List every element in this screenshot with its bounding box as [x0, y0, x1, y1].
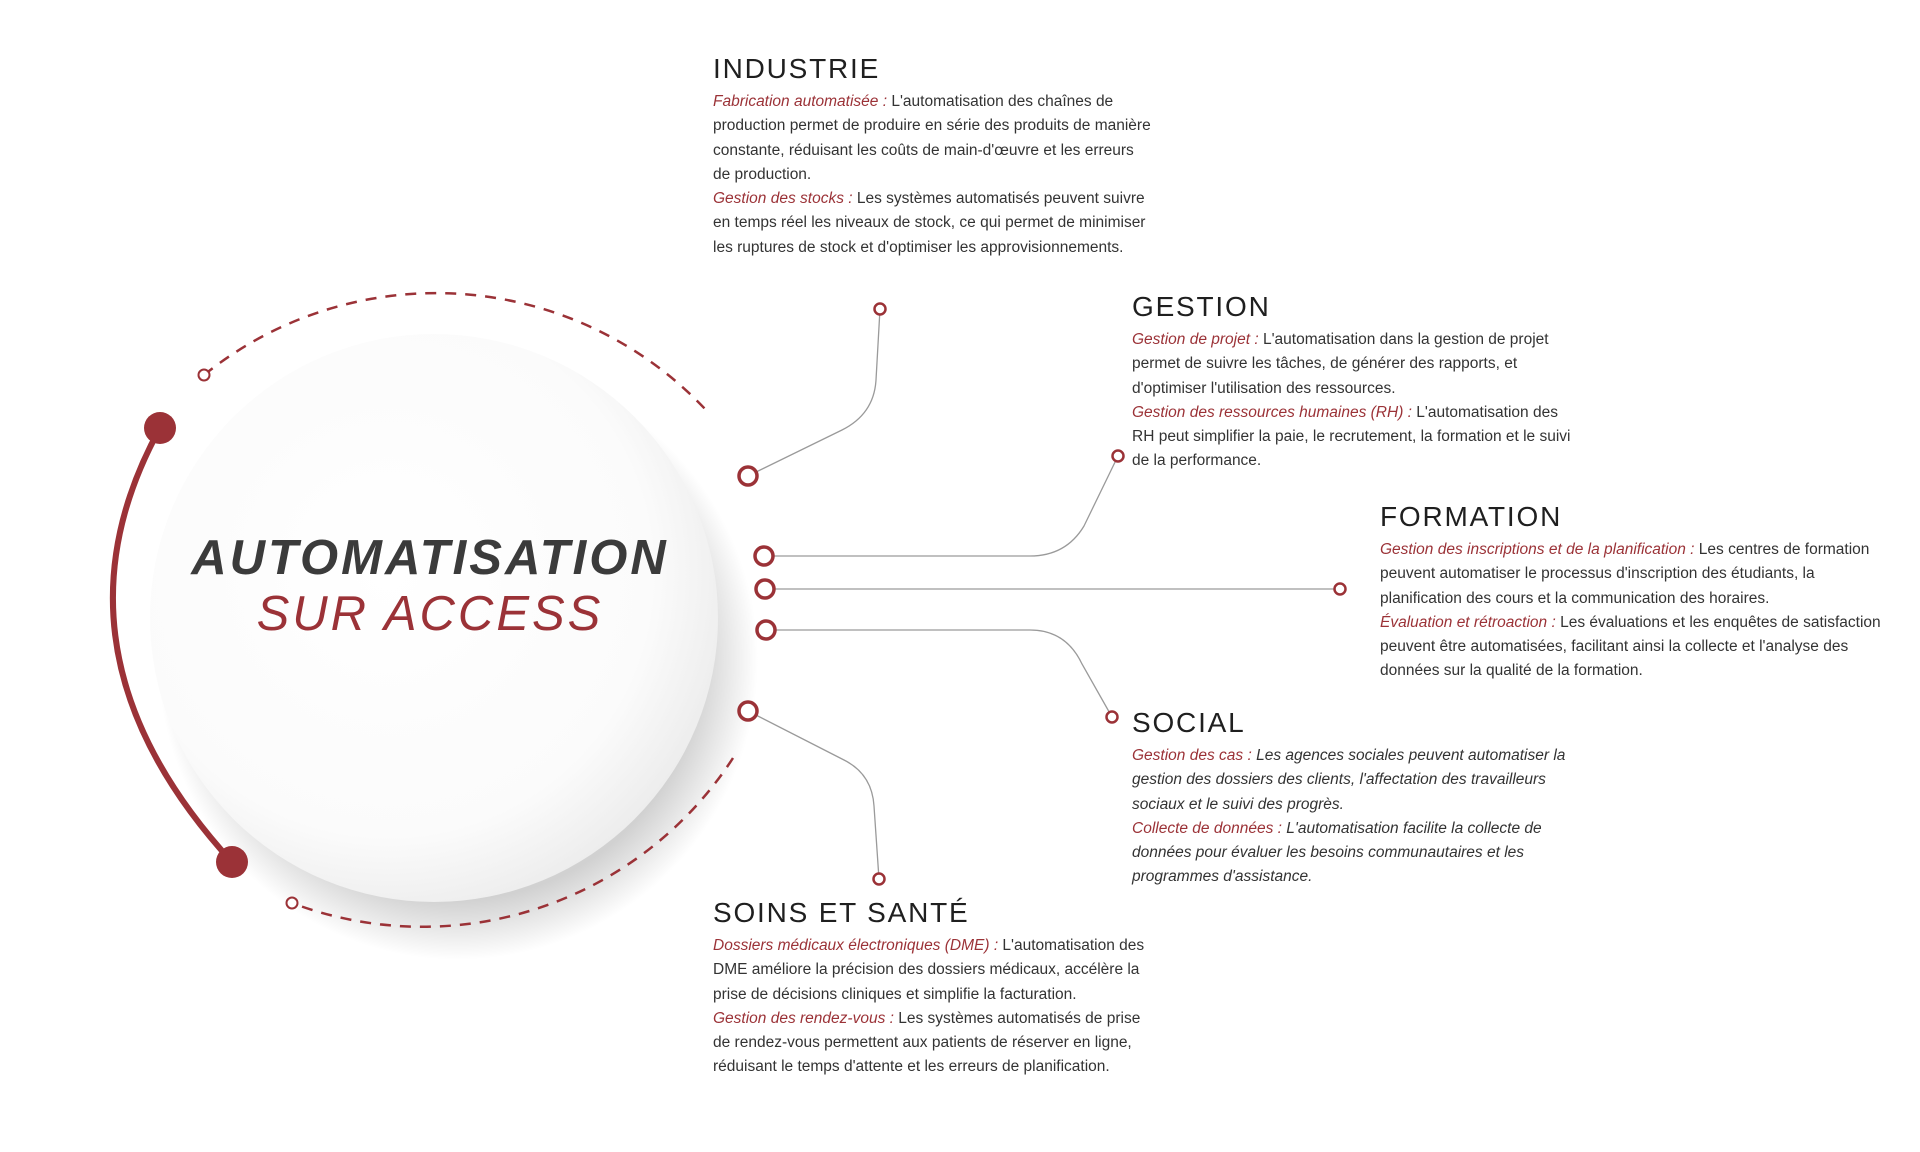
- center-title-line2: SUR ACCESS: [256, 587, 604, 641]
- item-label: Collecte de données :: [1132, 819, 1282, 837]
- item-label: Gestion des ressources humaines (RH) :: [1132, 403, 1412, 421]
- end-dot-industrie: [875, 304, 886, 315]
- item-text: L'automatisation facilite la collecte de données pour évaluer les besoins communautaires et les programmes d'assistance.: [1132, 819, 1542, 886]
- section-title-sante: SOINS ET SANTÉ: [713, 897, 970, 928]
- center-title: [180, 530, 680, 642]
- item-text: L'automatisation des DME améliore la précision des dossiers médicaux, accélère la prise de décisions cliniques et simplifie la facturation.: [713, 937, 1145, 1003]
- item-label: Gestion des rendez-vous :: [713, 1009, 894, 1027]
- section-item: [1380, 538, 1900, 611]
- item-text: Les centres de formation peuvent automatiser le processus d'inscription des étudiants, la planification des cours et la communication des horaires.: [1380, 541, 1870, 607]
- item-text: Les systèmes automatisés de prise de rendez-vous permettent aux patients de réserver en ligne, réduisant le temps d'attente et les erreurs de planification.: [713, 1009, 1141, 1076]
- arc-small-dot-top: [199, 370, 210, 381]
- item-label: Gestion des cas :: [1132, 747, 1252, 764]
- section-title-gestion: GESTION: [1132, 291, 1271, 322]
- item-label: Gestion des stocks :: [713, 190, 853, 208]
- arc-end-dot-bottom: [216, 846, 248, 878]
- item-text: Les systèmes automatisés peuvent suivre en temps réel les niveaux de stock, ce qui permet de minimiser les ruptures de stock et d'optimiser les approvisionnements.: [713, 190, 1146, 256]
- item-label: Évaluation et rétroaction :: [1380, 613, 1556, 631]
- section-social: [1132, 706, 1572, 890]
- section-item: [1132, 817, 1572, 890]
- item-text: L'automatisation des RH peut simplifier la paie, le recrutement, la formation et le suivi de la performance.: [1132, 403, 1571, 470]
- connector-social: [766, 630, 1112, 717]
- section-item: [1132, 328, 1572, 401]
- item-text: Les agences sociales peuvent automatiser la gestion des dossiers des clients, l'affectation des travailleurs sociaux et le suivi des progrès.: [1132, 747, 1566, 813]
- section-title-formation: FORMATION: [1380, 501, 1563, 532]
- section-item: [713, 934, 1158, 1007]
- section-item: [713, 187, 1153, 260]
- section-item: [713, 1007, 1158, 1080]
- item-text: L'automatisation dans la gestion de projet permet de suivre les tâches, de générer des rapports, et d'optimiser l'utilisation des ressources.: [1132, 331, 1549, 397]
- section-item: [1380, 611, 1900, 684]
- start-dot-formation: [756, 580, 774, 598]
- start-dot-social: [757, 621, 775, 639]
- arc-small-dot-bottom: [287, 898, 298, 909]
- section-formation: [1380, 500, 1900, 684]
- item-label: Gestion des inscriptions et de la planification :: [1380, 541, 1695, 558]
- item-label: Dossiers médicaux électroniques (DME) :: [713, 937, 999, 954]
- center-title-line1: AUTOMATISATION: [191, 531, 669, 585]
- item-text: L'automatisation des chaînes de production permet de produire en série des produits de manière constante, réduisant les coûts de main-d'œuvre et les erreurs de production.: [713, 93, 1151, 183]
- end-dot-gestion: [1113, 451, 1124, 462]
- end-dot-sante: [874, 874, 885, 885]
- item-label: Fabrication automatisée :: [713, 93, 888, 110]
- end-dot-formation: [1335, 584, 1346, 595]
- item-label: Gestion de projet :: [1132, 331, 1259, 348]
- section-item: [1132, 744, 1572, 817]
- connector-sante: [748, 711, 879, 879]
- end-dot-social: [1107, 712, 1118, 723]
- section-title-social: SOCIAL: [1132, 707, 1246, 738]
- section-item: [713, 90, 1153, 187]
- start-dot-gestion: [755, 547, 773, 565]
- item-text: Les évaluations et les enquêtes de satisfaction peuvent être automatisées, facilitant ainsi la collecte et l'analyse des données sur la qualité de la formation.: [1380, 613, 1881, 680]
- section-sante: [713, 896, 1158, 1080]
- section-title-industrie: INDUSTRIE: [713, 53, 881, 84]
- start-dot-sante: [739, 702, 757, 720]
- connector-industrie: [748, 309, 880, 476]
- arc-end-dot-top: [144, 412, 176, 444]
- section-gestion: [1132, 290, 1572, 474]
- start-dot-industrie: [739, 467, 757, 485]
- section-item: [1132, 401, 1572, 474]
- section-industrie: [713, 52, 1153, 260]
- connector-gestion: [764, 456, 1118, 556]
